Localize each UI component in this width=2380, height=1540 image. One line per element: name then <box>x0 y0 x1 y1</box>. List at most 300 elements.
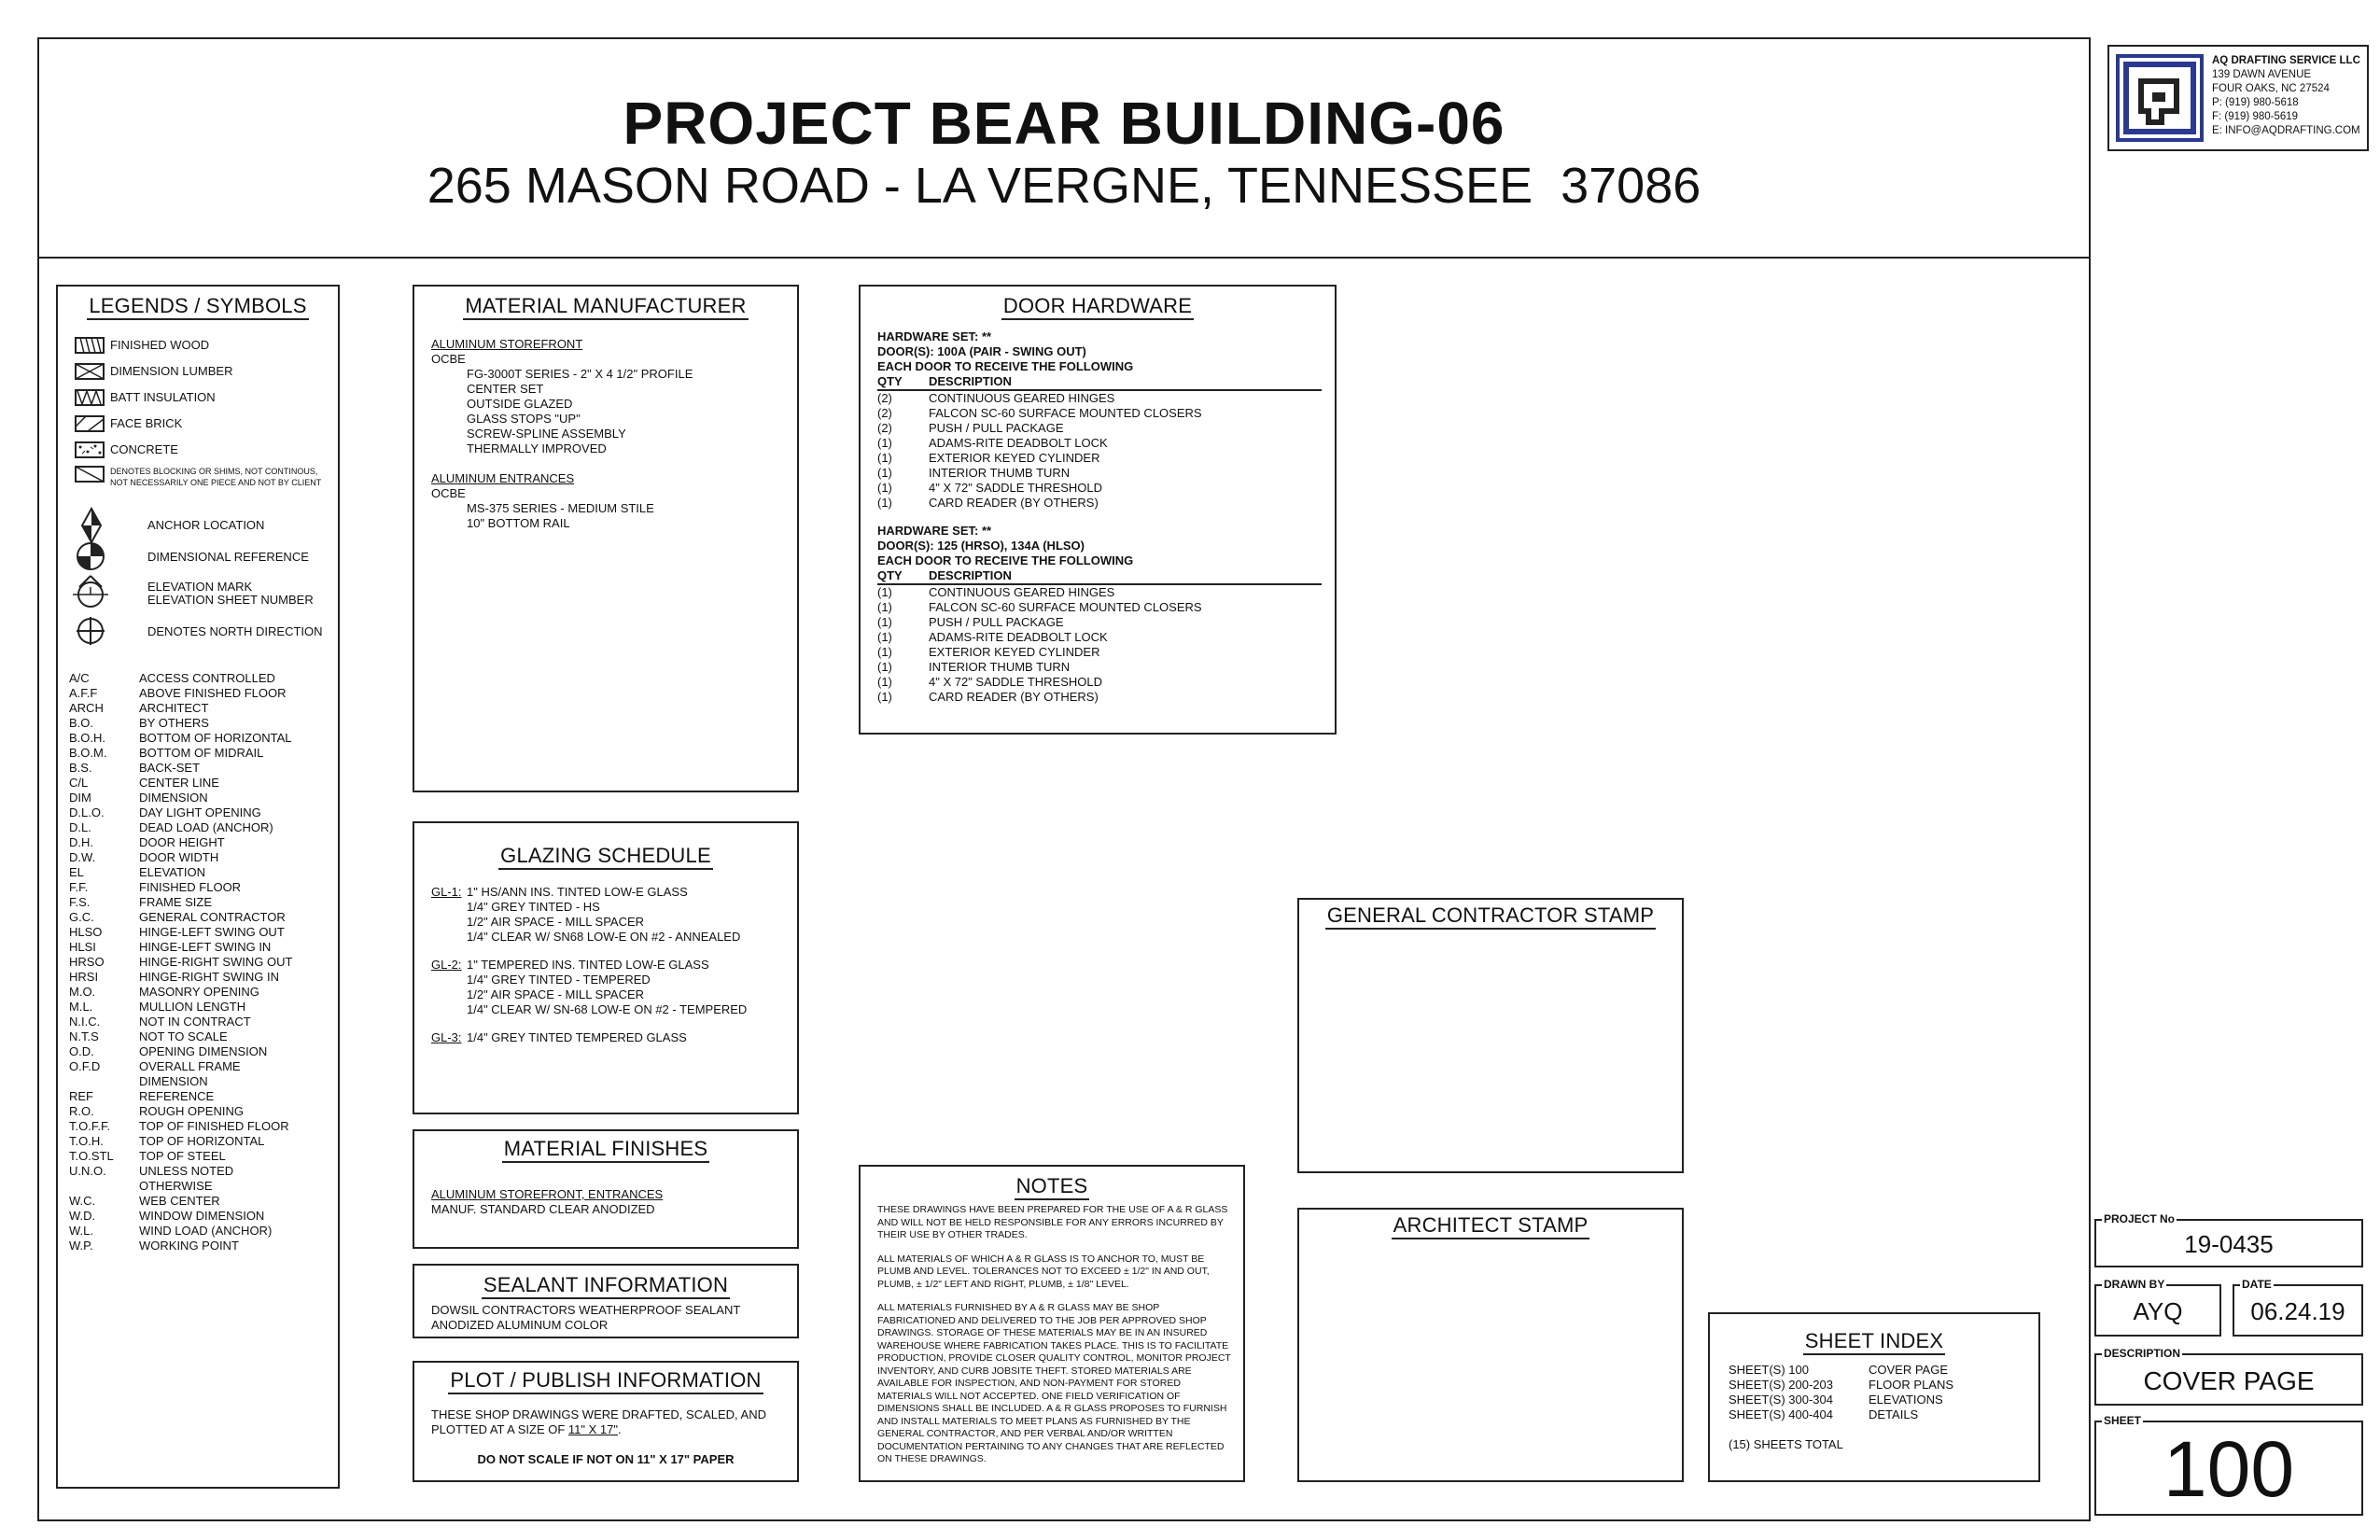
abbreviation-row <box>69 1194 335 1209</box>
gc-stamp-title: GENERAL CONTRACTOR STAMP <box>1299 903 1682 928</box>
entrances-items <box>431 501 654 531</box>
description-label: DESCRIPTION <box>2104 1347 2181 1360</box>
hardware-set <box>877 524 1322 705</box>
abbreviation-row <box>69 820 335 835</box>
sheet-index-row <box>1729 1378 2027 1393</box>
company-block <box>2107 45 2369 151</box>
legend-face-brick <box>75 415 182 432</box>
abbreviation-row <box>69 805 335 820</box>
hardware-desc: CONTINUOUS GEARED HINGES <box>929 585 1115 599</box>
hardware-desc: INTERIOR THUMB TURN <box>929 660 1071 674</box>
abbreviation-row <box>69 1044 335 1059</box>
hardware-item <box>877 391 1322 406</box>
hardware-desc: CONTINUOUS GEARED HINGES <box>929 391 1115 405</box>
notes-title: NOTES <box>861 1174 1243 1198</box>
hardware-desc: 4" X 72" SADDLE THRESHOLD <box>929 481 1102 495</box>
anchor-location-icon <box>78 507 105 544</box>
abbreviation-row <box>69 880 335 895</box>
hardware-qty: (1) <box>877 660 892 674</box>
abbreviation-key: DIM <box>69 791 91 805</box>
hardware-desc: ADAMS-RITE DEADBOLT LOCK <box>929 436 1108 450</box>
sheet-index-row <box>1729 1363 2027 1378</box>
blocking-note: DENOTES BLOCKING OR SHIMS, NOT CONTINOUS, NOT NECESSARILY ONE PIECE AND NOT BY CLIENT <box>110 467 322 487</box>
hardware-qty: (1) <box>877 645 892 659</box>
abbreviation-meaning: BY OTHERS <box>139 716 209 730</box>
hardware-sets <box>877 329 1322 705</box>
abbreviation-key: HLSO <box>69 925 103 939</box>
hardware-qty: (1) <box>877 451 892 465</box>
company-city: FOUR OAKS, NC 27524 <box>2212 83 2330 94</box>
company-fax: F: (919) 980-5619 <box>2212 111 2299 122</box>
abbreviation-meaning: FINISHED FLOOR <box>139 880 242 894</box>
abbreviation-key: HRSO <box>69 955 105 969</box>
abbreviation-meaning: FRAME SIZE <box>139 895 213 909</box>
abbreviation-key: U.N.O. <box>69 1164 106 1178</box>
abbreviation-key: REF <box>69 1089 93 1103</box>
hardware-item <box>877 466 1322 481</box>
abbreviation-row <box>69 1089 335 1104</box>
abbreviation-meaning: ACCESS CONTROLLED <box>139 671 275 685</box>
glazing-row <box>431 958 795 1017</box>
abbreviation-key: N.T.S <box>69 1029 99 1043</box>
glazing-row <box>431 885 795 945</box>
hardware-item <box>877 496 1322 511</box>
notes-body <box>877 1204 1232 1466</box>
hardware-desc: EXTERIOR KEYED CYLINDER <box>929 645 1100 659</box>
abbreviation-row <box>69 746 335 761</box>
abbreviation-key: C/L <box>69 776 89 790</box>
dimension-lumber-hatch-icon <box>75 363 105 380</box>
abbreviation-meaning: TOP OF FINISHED FLOOR <box>139 1119 289 1133</box>
legend-label: BATT INSULATION <box>110 390 216 404</box>
glazing-line: 1/4" GREY TINTED - HS <box>467 900 600 914</box>
abbreviation-key: D.H. <box>69 835 93 849</box>
legend-label: FINISHED WOOD <box>110 338 210 352</box>
abbreviation-meaning: NOT IN CONTRACT <box>139 1015 251 1029</box>
plot-size: 11" X 17" <box>567 1422 618 1436</box>
hardware-qty: (2) <box>877 421 892 435</box>
glazing-title: GLAZING SCHEDULE <box>414 844 797 868</box>
sheet-range: SHEET(S) 400-404 <box>1729 1407 1833 1421</box>
abbreviation-meaning: ARCHITECT <box>139 701 209 715</box>
abbreviation-meaning: HINGE-LEFT SWING IN <box>139 940 272 954</box>
abbreviation-key: A.F.F <box>69 686 98 700</box>
abbreviation-row <box>69 835 335 850</box>
storefront-items <box>431 367 693 456</box>
abbreviation-meaning: BACK-SET <box>139 761 201 775</box>
abbreviation-key: W.C. <box>69 1194 96 1208</box>
finishes-body <box>431 1187 663 1217</box>
legend-title: LEGENDS / SYMBOLS <box>58 294 338 318</box>
legend-finished-wood <box>75 337 209 354</box>
hardware-set-label: HARDWARE SET: ** <box>877 329 992 343</box>
sheet-description: FLOOR PLANS <box>1869 1378 1954 1392</box>
hardware-desc: FALCON SC-60 SURFACE MOUNTED CLOSERS <box>929 600 1202 614</box>
storefront-item: FG-3000T SERIES - 2" X 4 1/2" PROFILE <box>467 367 693 381</box>
hardware-each: EACH DOOR TO RECEIVE THE FOLLOWING <box>877 553 1134 567</box>
legend-label: DIMENSION LUMBER <box>110 364 233 378</box>
glazing-key: GL-1: <box>431 885 462 899</box>
note-paragraph: ALL MATERIALS FURNISHED BY A & R GLASS MAY BE SHOP FABRICATIONED AND DELIVERED TO THE JOB PER APPROVED SHOP DRAWINGS. STORAGE OF THESE MATERIALS MAY BE IN AN INSURED WAREHOUSE WHERE FABRICATION TAKES PLACE. THIS IS TO FACILITATE PRODUCTION, PROVIDE CLOSER QUALITY CONTROL, MONITOR PROJECT INVENTORY, AND CURB JOBSITE THEFT. STORED MATERIALS ARE AVAILABLE FOR INSPECTION, AND NON-PAYMENT FOR STORED MATERIALS WILL NOT ACCEPTED. ONE FIELD VERIFICATION OF DIMENSIONS SHALL BE INCLUDED. A & R GLASS PROPOSES TO FURNISH AND INSTALL MATERIALS TO MEET PLANS AS FURNISHED BY THE GENERAL CONTRACTOR, AND PER VERBAL AND/OR WRITTEN DOCUMENTATION PERTAINING TO ANY CHANGES THAT ARE REFLECTED ON THESE DRAWINGS. <box>877 1302 1231 1464</box>
hardware-header <box>877 374 1322 391</box>
abbreviation-meaning: BOTTOM OF HORIZONTAL <box>139 731 292 745</box>
entrances-manufacturer: OCBE <box>431 486 466 500</box>
hardware-desc: ADAMS-RITE DEADBOLT LOCK <box>929 630 1108 644</box>
storefront-item: OUTSIDE GLAZED <box>467 397 573 411</box>
abbreviation-row <box>69 1059 335 1074</box>
glazing-line: 1/2" AIR SPACE - MILL SPACER <box>467 915 645 929</box>
manufacturer-panel <box>413 285 799 792</box>
elevation-mark-icon <box>69 574 112 611</box>
abbreviation-key: D.L.O. <box>69 805 105 819</box>
abbreviation-meaning: OTHERWISE <box>139 1179 213 1193</box>
abbreviation-row <box>69 791 335 805</box>
hardware-qty: (1) <box>877 600 892 614</box>
hardware-set-label: HARDWARE SET: ** <box>877 524 992 538</box>
abbreviation-meaning: WORKING POINT <box>139 1239 239 1253</box>
hardware-item <box>877 421 1322 436</box>
abbreviation-meaning: BOTTOM OF MIDRAIL <box>139 746 264 760</box>
glazing-line: 1/4" CLEAR W/ SN-68 LOW-E ON #2 - TEMPERED <box>467 1002 748 1016</box>
abbreviation-key: R.O. <box>69 1104 94 1118</box>
hardware-header <box>877 568 1322 585</box>
elevation-sheet-label: ELEVATION SHEET NUMBER <box>147 593 314 607</box>
hardware-desc: CARD READER (BY OTHERS) <box>929 690 1099 704</box>
abbreviation-row <box>69 776 335 791</box>
project-address: 265 MASON ROAD - LA VERGNE, TENNESSEE 37086 <box>427 158 1701 214</box>
abbreviation-key: F.S. <box>69 895 91 909</box>
notes-panel <box>859 1165 1245 1482</box>
abbreviation-key: F.F. <box>69 880 89 894</box>
abbreviation-key: ARCH <box>69 701 104 715</box>
glazing-list <box>431 872 795 1045</box>
drawn-by-label: DRAWN BY <box>2104 1278 2165 1291</box>
hardware-desc-header: DESCRIPTION <box>929 568 1012 582</box>
abbreviation-row <box>69 1104 335 1119</box>
abbreviation-row <box>69 910 335 925</box>
sheet-index-row <box>1729 1393 2027 1407</box>
abbreviation-meaning: DEAD LOAD (ANCHOR) <box>139 820 273 834</box>
abbreviation-meaning: DAY LIGHT OPENING <box>139 805 261 819</box>
sheet-index-row <box>1729 1407 2027 1422</box>
storefront-item: CENTER SET <box>467 382 544 396</box>
sheet-label: SHEET <box>2104 1414 2142 1427</box>
aq-logo-icon <box>2115 53 2205 143</box>
abbreviation-row <box>69 925 335 940</box>
sheet-box <box>2094 1414 2363 1516</box>
hardware-item <box>877 451 1322 466</box>
abbreviation-key: T.O.STL <box>69 1149 114 1163</box>
manufacturer-storefront <box>431 337 693 456</box>
abbreviation-meaning: DOOR WIDTH <box>139 850 219 864</box>
abbreviation-row <box>69 1074 335 1089</box>
hardware-qty: (2) <box>877 406 892 420</box>
abbreviation-meaning: ABOVE FINISHED FLOOR <box>139 686 287 700</box>
abbreviation-meaning: MASONRY OPENING <box>139 985 259 999</box>
north-direction-icon <box>75 615 106 647</box>
abbreviation-row <box>69 761 335 776</box>
legend-panel <box>56 285 340 1489</box>
abbreviation-meaning: HINGE-LEFT SWING OUT <box>139 925 285 939</box>
abbreviation-row <box>69 1224 335 1239</box>
hardware-item <box>877 630 1322 645</box>
hardware-qty: (1) <box>877 481 892 495</box>
hardware-each: EACH DOOR TO RECEIVE THE FOLLOWING <box>877 359 1134 373</box>
blocking-icon <box>75 466 105 483</box>
abbreviation-meaning: HINGE-RIGHT SWING OUT <box>139 955 293 969</box>
legend-dimension-lumber <box>75 363 232 380</box>
manufacturer-title: MATERIAL MANUFACTURER <box>414 294 797 318</box>
abbreviation-meaning: DIMENSION <box>139 1074 208 1088</box>
glazing-key: GL-3: <box>431 1030 462 1044</box>
legend-label: CONCRETE <box>110 442 178 456</box>
abbreviation-row <box>69 1239 335 1253</box>
abbreviation-row <box>69 1029 335 1044</box>
abbreviation-key <box>69 1179 139 1194</box>
abbreviation-row <box>69 865 335 880</box>
abbreviation-meaning: WINDOW DIMENSION <box>139 1209 265 1223</box>
abbreviation-row <box>69 1164 335 1179</box>
project-number: 19-0435 <box>2184 1230 2274 1258</box>
company-name: AQ DRAFTING SERVICE LLC <box>2212 55 2360 66</box>
abbreviation-meaning: DIMENSION <box>139 791 208 805</box>
sheet-range: SHEET(S) 100 <box>1729 1363 1809 1377</box>
plot-panel <box>413 1361 799 1482</box>
hardware-qty: (1) <box>877 675 892 689</box>
abbreviation-meaning: NOT TO SCALE <box>139 1029 228 1043</box>
hardware-doors: DOOR(S): 125 (HRSO), 134A (HLSO) <box>877 539 1085 553</box>
hardware-qty: (1) <box>877 496 892 510</box>
glazing-line: 1/4" GREY TINTED - TEMPERED <box>467 973 651 987</box>
sheet-index-panel <box>1708 1312 2040 1482</box>
abbreviation-meaning: DOOR HEIGHT <box>139 835 225 849</box>
abbreviation-list <box>69 671 335 1253</box>
abbreviation-row <box>69 955 335 970</box>
company-lines <box>2212 54 2360 138</box>
abbreviation-key: B.S. <box>69 761 92 775</box>
sheet-index-title: SHEET INDEX <box>1710 1329 2038 1353</box>
abbreviation-row <box>69 716 335 731</box>
abbreviation-row <box>69 985 335 1000</box>
hardware-desc: PUSH / PULL PACKAGE <box>929 615 1064 629</box>
hardware-qty-header: QTY <box>877 568 903 582</box>
abbreviation-key: M.O. <box>69 985 96 999</box>
storefront-heading: ALUMINUM STOREFRONT <box>431 337 583 351</box>
glazing-line: 1/2" AIR SPACE - MILL SPACER <box>467 987 645 1001</box>
drawn-by: AYQ <box>2133 1297 2183 1325</box>
architect-stamp-title: ARCHITECT STAMP <box>1299 1213 1682 1238</box>
hardware-item <box>877 600 1322 615</box>
hardware-item <box>877 481 1322 496</box>
abbreviation-meaning: TOP OF HORIZONTAL <box>139 1134 265 1148</box>
hardware-qty: (1) <box>877 466 892 480</box>
hardware-item <box>877 585 1322 600</box>
abbreviation-key <box>69 1074 139 1089</box>
hardware-qty: (2) <box>877 391 892 405</box>
abbreviation-key: M.L. <box>69 1000 93 1014</box>
hardware-qty: (1) <box>877 690 892 704</box>
sealant-body <box>431 1303 740 1333</box>
sheet-range: SHEET(S) 300-304 <box>1729 1393 1833 1407</box>
abbreviation-key: B.O.M. <box>69 746 107 760</box>
abbreviation-row <box>69 731 335 746</box>
note-paragraph: THESE DRAWINGS HAVE BEEN PREPARED FOR THE USE OF A & R GLASS AND WILL NOT BE HELD RESPONSIBLE FOR ANY ERRORS INCURRED BY THEIR USE BY OTHER TRADES. <box>877 1204 1228 1240</box>
sealant-title: SEALANT INFORMATION <box>414 1273 797 1297</box>
plot-line-2: PLOTTED AT A SIZE OF 11" X 17". <box>431 1422 622 1436</box>
sheet-number: 100 <box>2163 1425 2295 1513</box>
manufacturer-entrances <box>431 471 654 531</box>
sheet-description: DETAILS <box>1869 1407 1919 1421</box>
glazing-lines <box>467 885 740 945</box>
legend-batt-insulation <box>75 389 216 406</box>
hardware-qty-header: QTY <box>877 374 903 388</box>
description: COVER PAGE <box>2143 1366 2315 1395</box>
sheet-index-rows <box>1729 1363 2027 1422</box>
abbreviation-key: W.P. <box>69 1239 93 1253</box>
glazing-line: 1" TEMPERED INS. TINTED LOW-E GLASS <box>467 958 709 972</box>
abbreviation-meaning: HINGE-RIGHT SWING IN <box>139 970 279 984</box>
abbreviation-key: W.L. <box>69 1224 94 1238</box>
legend-concrete <box>75 441 178 458</box>
date: 06.24.19 <box>2250 1297 2345 1325</box>
abbreviation-row <box>69 686 335 701</box>
hardware-item <box>877 615 1322 630</box>
glazing-lines <box>467 958 747 1017</box>
drawn-by-box <box>2094 1278 2221 1337</box>
abbreviation-meaning: WEB CENTER <box>139 1194 220 1208</box>
hardware-item <box>877 660 1322 675</box>
finishes-panel <box>413 1129 799 1249</box>
hardware-item <box>877 690 1322 705</box>
abbreviation-row <box>69 970 335 985</box>
storefront-item: SCREW-SPLINE ASSEMBLY <box>467 427 626 441</box>
hardware-desc: CARD READER (BY OTHERS) <box>929 496 1099 510</box>
glazing-panel <box>413 821 799 1114</box>
sheet-index-total: (15) SHEETS TOTAL <box>1729 1437 1843 1451</box>
project-number-label: PROJECT No <box>2104 1212 2176 1225</box>
hardware-qty: (1) <box>877 630 892 644</box>
legend-blocking <box>75 466 325 488</box>
north-direction-label: DENOTES NORTH DIRECTION <box>147 624 323 638</box>
hardware-desc: FALCON SC-60 SURFACE MOUNTED CLOSERS <box>929 406 1202 420</box>
concrete-hatch-icon <box>75 441 105 458</box>
finishes-line: MANUF. STANDARD CLEAR ANODIZED <box>431 1202 655 1216</box>
abbreviation-meaning: ROUGH OPENING <box>139 1104 244 1118</box>
plot-warning: DO NOT SCALE IF NOT ON 11" X 17" PAPER <box>477 1452 735 1466</box>
glazing-line: 1/4" GREY TINTED TEMPERED GLASS <box>467 1030 687 1044</box>
abbreviation-row <box>69 1134 335 1149</box>
abbreviation-meaning: TOP OF STEEL <box>139 1149 226 1163</box>
title-divider <box>37 257 2091 259</box>
abbreviation-meaning: OVERALL FRAME <box>139 1059 241 1073</box>
plot-body <box>431 1407 766 1437</box>
sheet-description: ELEVATIONS <box>1869 1393 1943 1407</box>
hardware-doors: DOOR(S): 100A (PAIR - SWING OUT) <box>877 344 1086 358</box>
abbreviation-key: B.O.H. <box>69 731 106 745</box>
hardware-qty: (1) <box>877 615 892 629</box>
note-paragraph: ALL MATERIALS OF WHICH A & R GLASS IS TO ANCHOR TO, MUST BE PLUMB AND LEVEL. TOLERANCES NOT TO EXCEED ± 1/2" IN AND OUT, PLUMB, ± 1/2" LEFT AND RIGHT, PLUMB, ± 1/8" LEVEL. <box>877 1253 1210 1290</box>
abbreviation-meaning: REFERENCE <box>139 1089 215 1103</box>
hardware-desc: 4" X 72" SADDLE THRESHOLD <box>929 675 1102 689</box>
storefront-item: THERMALLY IMPROVED <box>467 441 607 455</box>
abbreviation-key: EL <box>69 865 84 879</box>
dimensional-reference-label: DIMENSIONAL REFERENCE <box>147 550 309 564</box>
description-box <box>2094 1347 2363 1406</box>
hardware-qty: (1) <box>877 585 892 599</box>
architect-stamp-panel <box>1297 1208 1684 1482</box>
hardware-title: DOOR HARDWARE <box>861 294 1335 318</box>
abbreviation-key: O.D. <box>69 1044 94 1058</box>
anchor-location-label: ANCHOR LOCATION <box>147 518 265 532</box>
abbreviation-row <box>69 940 335 955</box>
abbreviation-key: D.L. <box>69 820 91 834</box>
finishes-title: MATERIAL FINISHES <box>414 1137 797 1161</box>
glazing-line: 1" HS/ANN INS. TINTED LOW-E GLASS <box>467 885 688 899</box>
entrance-item: MS-375 SERIES - MEDIUM STILE <box>467 501 654 515</box>
abbreviation-meaning: UNLESS NOTED <box>139 1164 234 1178</box>
hardware-panel <box>859 285 1337 735</box>
abbreviation-row <box>69 895 335 910</box>
hardware-qty: (1) <box>877 436 892 450</box>
glazing-key: GL-2: <box>431 958 462 972</box>
date-box <box>2233 1278 2363 1337</box>
hardware-item <box>877 406 1322 421</box>
abbreviation-row <box>69 701 335 716</box>
abbreviation-key: A/C <box>69 671 90 685</box>
project-number-box <box>2094 1212 2363 1267</box>
entrance-item: 10" BOTTOM RAIL <box>467 516 570 530</box>
storefront-item: GLASS STOPS "UP" <box>467 412 581 426</box>
abbreviation-row <box>69 850 335 865</box>
elevation-mark-label: ELEVATION MARK <box>147 580 253 594</box>
abbreviation-meaning: MULLION LENGTH <box>139 1000 246 1014</box>
gc-stamp-panel <box>1297 898 1684 1173</box>
hardware-set <box>877 329 1322 511</box>
sealant-line-1: DOWSIL CONTRACTORS WEATHERPROOF SEALANT <box>431 1303 741 1317</box>
hardware-desc: INTERIOR THUMB TURN <box>929 466 1071 480</box>
project-title: PROJECT BEAR BUILDING-06 <box>623 90 1505 157</box>
abbreviation-row <box>69 1015 335 1029</box>
abbreviation-meaning: WIND LOAD (ANCHOR) <box>139 1224 273 1238</box>
abbreviation-row <box>69 1119 335 1134</box>
abbreviation-key: G.C. <box>69 910 94 924</box>
sheet-range: SHEET(S) 200-203 <box>1729 1378 1833 1392</box>
abbreviation-key: T.O.H. <box>69 1134 104 1148</box>
hardware-item <box>877 675 1322 690</box>
dimensional-reference-icon <box>75 540 106 572</box>
hardware-desc-header: DESCRIPTION <box>929 374 1012 388</box>
hardware-desc: EXTERIOR KEYED CYLINDER <box>929 451 1100 465</box>
hardware-desc: PUSH / PULL PACKAGE <box>929 421 1064 435</box>
hardware-item <box>877 436 1322 451</box>
company-phone: P: (919) 980-5618 <box>2212 97 2299 108</box>
finishes-heading: ALUMINUM STOREFRONT, ENTRANCES <box>431 1187 664 1201</box>
abbreviation-meaning: GENERAL CONTRACTOR <box>139 910 286 924</box>
abbreviation-key: HRSI <box>69 970 99 984</box>
abbreviation-key: T.O.F.F. <box>69 1119 111 1133</box>
abbreviation-key: W.D. <box>69 1209 96 1223</box>
abbreviation-key: N.I.C. <box>69 1015 101 1029</box>
abbreviation-key: HLSI <box>69 940 96 954</box>
abbreviation-meaning: OPENING DIMENSION <box>139 1044 268 1058</box>
sealant-line-2: ANODIZED ALUMINUM COLOR <box>431 1318 609 1332</box>
sheet-description: COVER PAGE <box>1869 1363 1949 1377</box>
abbreviation-key: B.O. <box>69 716 94 730</box>
legend-label: FACE BRICK <box>110 416 183 430</box>
abbreviation-row <box>69 1000 335 1015</box>
abbreviation-row <box>69 671 335 686</box>
company-street: 139 DAWN AVENUE <box>2212 69 2312 80</box>
